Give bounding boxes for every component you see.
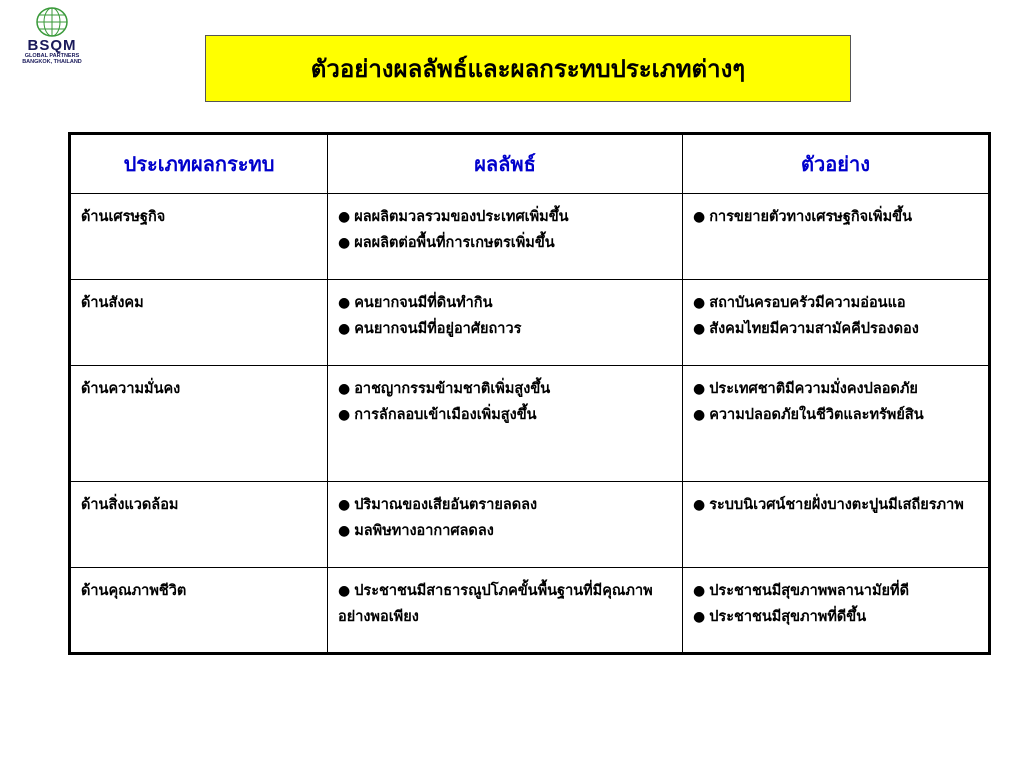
list-item: [693, 492, 980, 518]
list-item-text: อาชญากรรมข้ามชาติเพิ่มสูงขึ้น: [354, 380, 551, 397]
bullet-icon: ●: [338, 209, 351, 225]
list-item-text: ประชาชนมีสาธารณูปโภคขั้นพื้นฐานที่มีคุณภาพอย่างพอเพียง: [338, 582, 653, 625]
list-item-text: การลักลอบเข้าเมืองเพิ่มสูงขึ้น: [354, 406, 537, 423]
bullet-icon: ●: [338, 523, 351, 539]
bullet-icon: ●: [693, 609, 706, 625]
example-cell: [683, 366, 990, 482]
bullet-icon: ●: [338, 497, 351, 513]
list-item-text: คนยากจนมีที่อยู่อาศัยถาวร: [354, 320, 522, 337]
category-cell: ด้านเศรษฐกิจ: [70, 194, 328, 280]
bullet-icon: ●: [693, 321, 706, 337]
list-item-text: ผลผลิตต่อพื้นที่การเกษตรเพิ่มขึ้น: [354, 234, 555, 251]
list-item-text: ประชาชนมีสุขภาพที่ดีขึ้น: [709, 608, 867, 625]
list-item-text: คนยากจนมีที่ดินทำกิน: [354, 294, 493, 311]
list-item-text: ประชาชนมีสุขภาพพลานามัยที่ดี: [709, 582, 909, 599]
page-title: ตัวอย่างผลลัพธ์และผลกระทบประเภทต่างๆ: [205, 35, 851, 102]
table-header-row: [70, 134, 990, 194]
category-cell: ด้านคุณภาพชีวิต: [70, 568, 328, 654]
logo-line2: BANGKOK, THAILAND: [22, 59, 82, 65]
list-item: [338, 518, 674, 544]
outcome-cell: [328, 568, 683, 654]
table-row: [70, 568, 990, 654]
outcome-cell: [328, 482, 683, 568]
bullet-icon: ●: [693, 295, 706, 311]
list-item: [338, 376, 674, 402]
bullet-icon: ●: [338, 321, 351, 337]
category-cell: ด้านสังคม: [70, 280, 328, 366]
list-item-text: ปริมาณของเสียอันตรายลดลง: [354, 496, 538, 513]
list-item: [693, 604, 980, 630]
globe-icon: [35, 6, 69, 38]
table-row: [70, 194, 990, 280]
example-cell: [683, 280, 990, 366]
list-item: [338, 578, 674, 630]
bullet-icon: ●: [338, 235, 351, 251]
list-item: [693, 402, 980, 428]
list-item-text: ประเทศชาติมีความมั่งคงปลอดภัย: [709, 380, 918, 397]
list-item: [693, 316, 980, 342]
list-item-text: ผลผลิตมวลรวมของประเทศเพิ่มขึ้น: [354, 208, 569, 225]
list-item: [338, 204, 674, 230]
list-item: [338, 316, 674, 342]
bullet-icon: ●: [693, 209, 706, 225]
bsqm-logo: [14, 6, 90, 68]
list-item-text: สถาบันครอบครัวมีความอ่อนแอ: [709, 294, 906, 311]
table-row: [70, 280, 990, 366]
bullet-icon: ●: [338, 295, 351, 311]
example-cell: [683, 568, 990, 654]
list-item-text: มลพิษทางอากาศลดลง: [354, 522, 494, 539]
list-item: [338, 492, 674, 518]
header-example: ตัวอย่าง: [683, 134, 990, 194]
list-item-text: ความปลอดภัยในชีวิตและทรัพย์สิน: [709, 406, 924, 423]
bullet-icon: ●: [693, 381, 706, 397]
list-item: [693, 376, 980, 402]
list-item-text: สังคมไทยมีความสามัคคีปรองดอง: [709, 320, 919, 337]
header-impact-type: ประเภทผลกระทบ: [70, 134, 328, 194]
outcome-cell: [328, 194, 683, 280]
table-row: [70, 482, 990, 568]
outcome-cell: [328, 280, 683, 366]
bullet-icon: ●: [338, 407, 351, 423]
table-row: [70, 366, 990, 482]
list-item: [693, 578, 980, 604]
list-item: [693, 204, 980, 230]
bullet-icon: ●: [338, 381, 351, 397]
list-item-text: ระบบนิเวศน์ชายฝั่งบางตะปูนมีเสถียรภาพ: [709, 496, 964, 513]
logo-line1: GLOBAL PARTNERS: [24, 53, 80, 59]
list-item-text: การขยายตัวทางเศรษฐกิจเพิ่มขึ้น: [709, 208, 912, 225]
bullet-icon: ●: [693, 497, 706, 513]
header-outcome: ผลลัพธ์: [328, 134, 683, 194]
list-item: [693, 290, 980, 316]
outcome-cell: [328, 366, 683, 482]
list-item: [338, 402, 674, 428]
impact-table: [68, 132, 991, 655]
list-item: [338, 290, 674, 316]
bullet-icon: ●: [693, 407, 706, 423]
example-cell: [683, 194, 990, 280]
list-item: [338, 230, 674, 256]
category-cell: ด้านความมั่นคง: [70, 366, 328, 482]
bullet-icon: ●: [338, 583, 351, 599]
bullet-icon: ●: [693, 583, 706, 599]
logo-brand: BSQM: [27, 37, 77, 54]
category-cell: ด้านสิ่งแวดล้อม: [70, 482, 328, 568]
example-cell: [683, 482, 990, 568]
